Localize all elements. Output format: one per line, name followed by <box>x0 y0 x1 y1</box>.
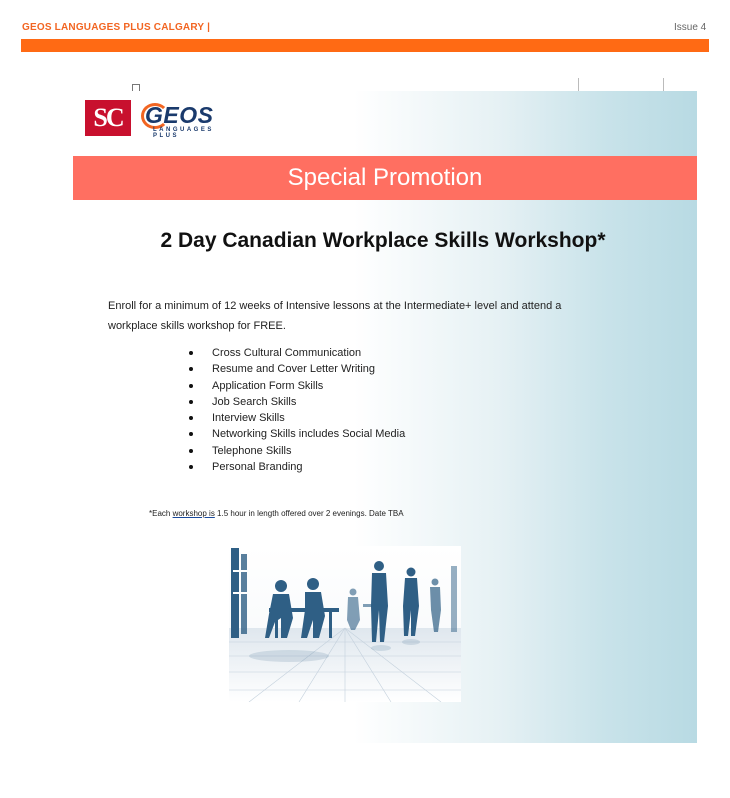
promo-title-band: Special Promotion <box>73 156 697 200</box>
newsletter-title: GEOS LANGUAGES PLUS CALGARY | <box>22 22 211 33</box>
list-item: Resume and Cover Letter Writing <box>187 361 405 377</box>
geos-logo-wordmark: GEOS <box>145 102 214 128</box>
geos-logo-tagline: LANGUAGES PLUS <box>153 127 214 139</box>
bullet-icon <box>189 416 193 420</box>
list-item: Cross Cultural Communication <box>187 345 405 361</box>
bullet-icon <box>189 384 193 388</box>
skills-list <box>187 345 405 475</box>
office-workers-silhouette-image <box>229 546 461 702</box>
list-item: Application Form Skills <box>187 378 405 394</box>
header-rule <box>21 39 709 52</box>
bullet-icon <box>189 400 193 404</box>
workshop-headline: 2 Day Canadian Workplace Skills Workshop* <box>160 229 606 252</box>
bullet-icon <box>189 367 193 371</box>
list-item: Interview Skills <box>187 410 405 426</box>
list-item: Job Search Skills <box>187 394 405 410</box>
bullet-icon <box>189 351 193 355</box>
bullet-icon <box>189 465 193 469</box>
promotion-flyer <box>73 91 697 743</box>
intro-line-2: workplace skills workshop for FREE. <box>108 320 286 332</box>
sc-logo: SC <box>85 100 131 136</box>
intro-paragraph <box>108 296 628 336</box>
bullet-icon <box>189 449 193 453</box>
list-item: Personal Branding <box>187 459 405 475</box>
workshop-footnote: *Each workshop is 1.5 hour in length offered over 2 evenings. Date TBA <box>149 509 404 518</box>
text-box-edge <box>578 78 664 92</box>
intro-line-1: Enroll for a minimum of 12 weeks of Intensive lessons at the Intermediate+ level and attend a <box>108 300 562 312</box>
list-item: Networking Skills includes Social Media <box>187 426 405 442</box>
list-item: Telephone Skills <box>187 443 405 459</box>
issue-number: Issue 4 <box>674 22 707 33</box>
geos-logo <box>141 99 241 137</box>
bullet-icon <box>189 432 193 436</box>
